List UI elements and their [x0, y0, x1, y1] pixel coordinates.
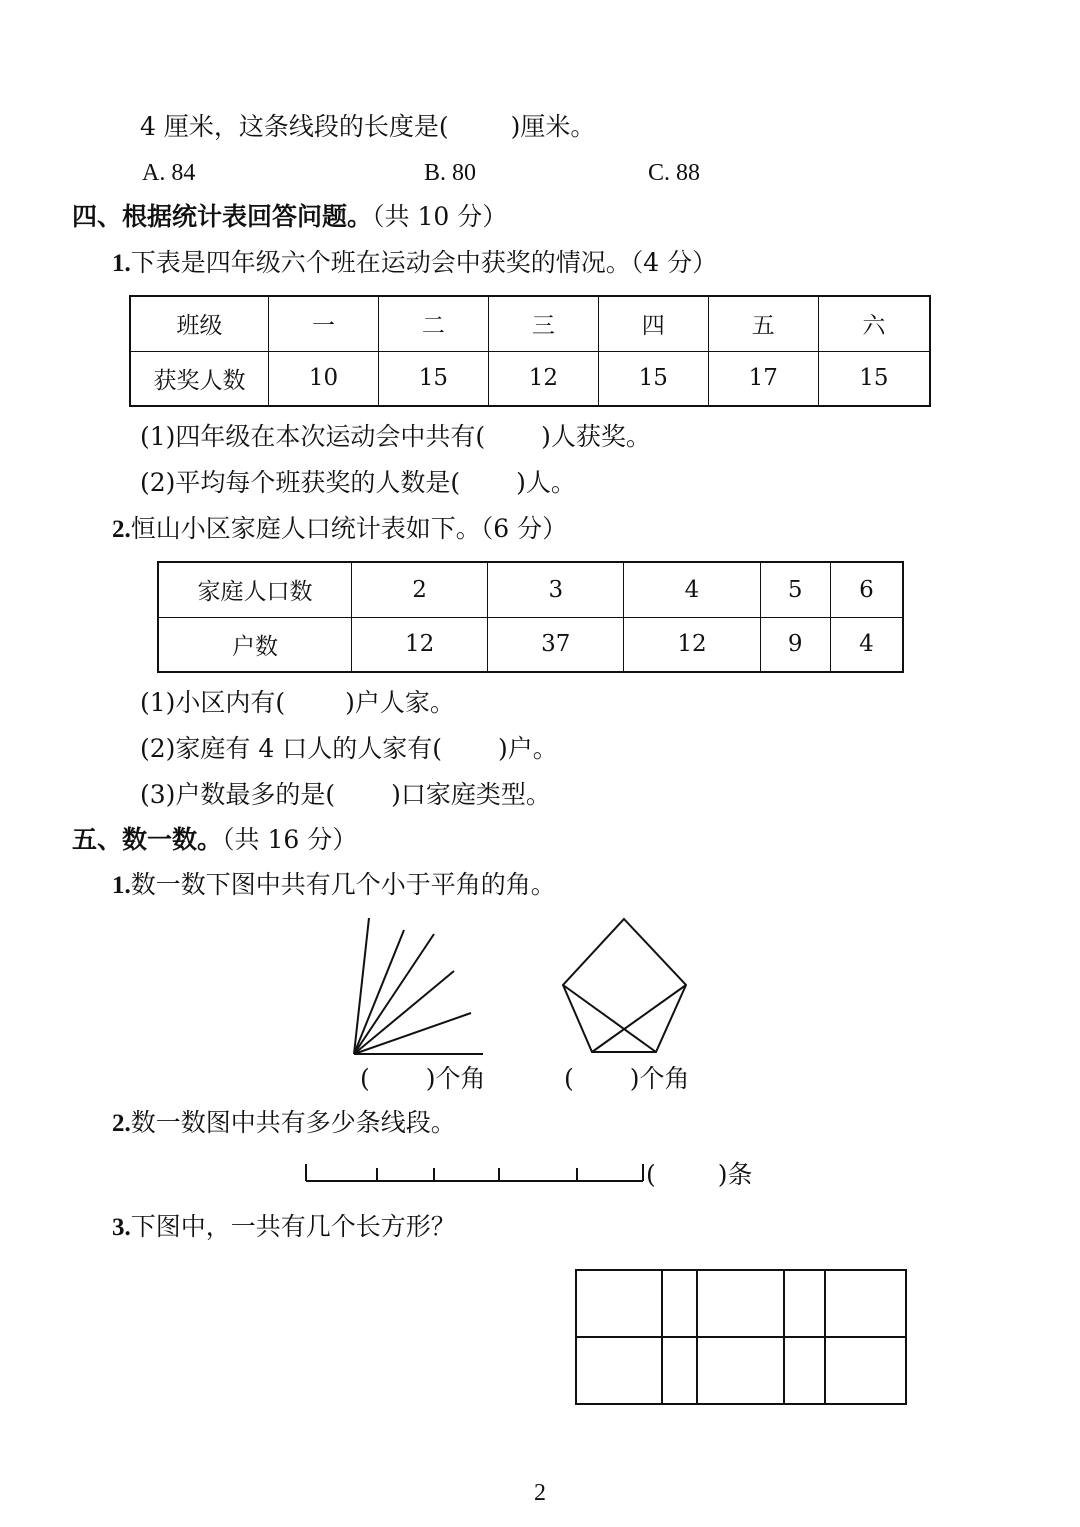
table-cell: 获奖人数 [130, 351, 269, 406]
sub-question-after: )户。 [497, 734, 558, 763]
s5-q1-answer-1 [360, 1064, 486, 1094]
table-cell: 六 [818, 296, 930, 351]
paren-open: ( [646, 1160, 656, 1189]
table-cell: 5 [760, 562, 830, 617]
question-text: 数一数下图中共有几个小于平角的角。 [130, 870, 556, 899]
pentagon-figure [563, 919, 686, 1052]
s5-q2-answer [646, 1160, 753, 1190]
s5-q3-prompt [112, 1212, 456, 1243]
pentagon-outline [563, 919, 686, 1052]
answer-suffix: )条 [717, 1160, 753, 1189]
question-number: 1. [112, 250, 131, 277]
question-text: 恒山小区家庭人口统计表如下。（6 分） [130, 514, 568, 543]
table-cell: 3 [488, 562, 624, 617]
table-cell: 12 [624, 617, 760, 672]
ray-line [354, 971, 454, 1054]
option-b[interactable]: B. 80 [424, 160, 477, 186]
sub-question-after: )人获奖。 [541, 422, 651, 451]
section-title-text: 五、数一数。 [72, 825, 223, 854]
paren-open: ( [360, 1064, 370, 1093]
question-text: 下表是四年级六个班在运动会中获奖的情况。（4 分） [130, 248, 718, 277]
table-cell: 户数 [158, 617, 352, 672]
sub-question-after: )口家庭类型。 [391, 780, 551, 809]
table-cell: 9 [760, 617, 830, 672]
sub-question-before: (1)四年级在本次运动会中共有( [140, 422, 486, 451]
question-text: 下图中，一共有几个长方形？ [130, 1212, 456, 1241]
segment-figure [306, 1164, 643, 1181]
table-cell: 12 [488, 351, 598, 406]
table-cell: 二 [378, 296, 488, 351]
table-cell: 五 [708, 296, 818, 351]
table-cell: 15 [378, 351, 488, 406]
section-points: （共 10 分） [372, 202, 508, 231]
table-cell: 12 [352, 617, 488, 672]
s5-q2-prompt [112, 1108, 456, 1139]
table-cell: 一 [269, 296, 379, 351]
rectangle-grid-figure [576, 1270, 906, 1404]
paren-open: ( [564, 1064, 574, 1093]
sub-question-before: (2)平均每个班获奖的人数是( [140, 468, 461, 497]
table-cell: 37 [488, 617, 624, 672]
sub-question-before: (3)户数最多的是( [140, 780, 336, 809]
sub-question-before: (1)小区内有( [140, 688, 286, 717]
sub-question-before: (2)家庭有 4 口人的人家有( [140, 734, 442, 763]
table-cell: 6 [830, 562, 903, 617]
table-cell: 15 [598, 351, 708, 406]
table-cell: 4 [624, 562, 760, 617]
ray-line [354, 1013, 471, 1054]
question-number: 2. [112, 516, 131, 543]
table-cell: 班级 [130, 296, 269, 351]
answer-suffix: )个角 [629, 1064, 690, 1093]
page-number: 2 [534, 1480, 546, 1506]
question-number: 3. [112, 1214, 131, 1241]
section-title-text: 四、根据统计表回答问题。 [72, 202, 373, 231]
answer-suffix: )个角 [425, 1064, 486, 1093]
table-cell: 15 [818, 351, 930, 406]
question-number: 2. [112, 1110, 131, 1137]
table-cell: 17 [708, 351, 818, 406]
table-cell: 2 [352, 562, 488, 617]
option-c[interactable]: C. 88 [648, 160, 701, 186]
sub-question-after: )户人家。 [345, 688, 455, 717]
option-a[interactable]: A. 84 [142, 160, 196, 186]
table-cell: 三 [488, 296, 598, 351]
section-points: （共 16 分） [222, 825, 358, 854]
table-cell: 10 [269, 351, 379, 406]
question-text-before: 4 厘米，这条线段的长度是( [140, 112, 449, 141]
s5-q1-answer-2 [564, 1064, 690, 1094]
table-cell: 家庭人口数 [158, 562, 352, 617]
question-text: 数一数图中共有多少条线段。 [130, 1108, 456, 1137]
table-cell: 四 [598, 296, 708, 351]
sub-question-after: )人。 [516, 468, 576, 497]
question-text-after: )厘米。 [510, 112, 596, 141]
table-cell: 4 [830, 617, 903, 672]
question-number: 1. [112, 872, 131, 899]
